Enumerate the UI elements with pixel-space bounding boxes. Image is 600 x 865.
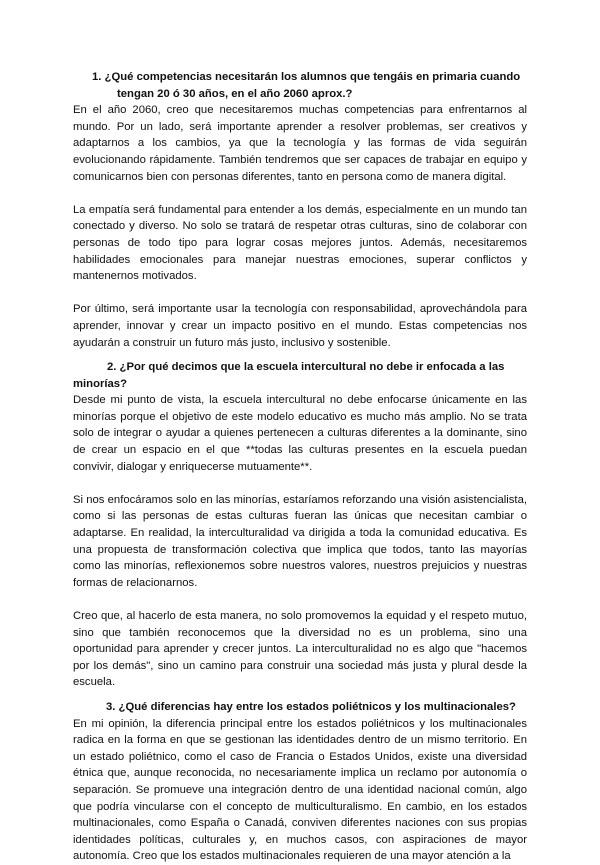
question-3-heading: 3. ¿Qué diferencias hay entre los estados poliétnicos y los multinacionales?	[106, 700, 516, 713]
question-2-paragraph-3: Creo que, al hacerlo de esta manera, no solo promovemos la equidad y el respeto mutuo, sino que también reconocemos que la diversidad no es un problema, sino una oportunidad para aprender y crecer juntos. La interculturalidad no es algo que "hacemos por los demás", sino un camino para construir una sociedad más justa y plural desde la escuela.	[73, 610, 527, 689]
question-2-paragraph-1: Desde mi punto de vista, la escuela intercultural no debe enfocarse únicamente en las minorías porque el objetivo de este modelo educativo es mucho más amplio. No se trata solo de integrar o ayudar a quienes pertenecen a culturas diferentes a la dominante, sino de crear un espacio en el que **todas las culturas presentes en la escuela puedan convivir, dialogar y enriquecerse mutuamente**.	[73, 394, 527, 473]
question-2-heading: 2. ¿Por qué decimos que la escuela intercultural no debe ir enfocada a las minorías?	[73, 361, 505, 390]
question-2-paragraph-2: Si nos enfocáramos solo en las minorías, estaríamos reforzando una visión asistencialista, como si las personas de estas culturas fueran las únicas que necesitan cambiar o adaptarse. En realidad, la interculturalidad va dirigida a toda la comunidad educativa. Es una propuesta de transformación colectiva que implica que todos, tanto las mayorías como las minorías, reflexionemos sobre nuestros valores, nuestros prejuicios y nuestras formas de relacionarnos.	[73, 493, 527, 589]
question-3-paragraph-1: En mi opinión, la diferencia principal entre los estados poliétnicos y los multinacionales radica en la forma en que se gestionan las identidades dentro de un mismo territorio. En un estado poliétnico, como el caso de Francia o Estados Unidos, existe una diversidad étnica que, aunque reconocida, no necesariamente implica un reclamo por autonomía o separación. Se promueve una integración dentro de una identidad nacional común, algo que podría vincularse con el concepto de multiculturalismo. En cambio, en los estados multinacionales, como España o Canadá, conviven diferentes naciones con sus propias identidades políticas, culturales y, en muchos casos, con aspiraciones de mayor autonomía. Creo que los estados multinacionales requieren de una mayor atención a la	[73, 717, 527, 863]
question-1-heading: 1. ¿Qué competencias necesitarán los alumnos que tengáis en primaria cuando tengan 20 ó 30 años, en el año 2060 aprox.?	[92, 71, 521, 100]
document-body	[73, 69, 527, 865]
question-1-paragraph-1: En el año 2060, creo que necesitaremos muchas competencias para enfrentarnos al mundo. Por un lado, será importante aprender a resolver problemas, ser creativos y adaptarnos a los cambios, ya que la tecnología y las formas de vida seguirán evolucionando rápidamente. También tendremos que ser capaces de trabajar en equipo y comunicarnos bien con personas diferentes, tanto en persona como de manera digital.	[73, 104, 527, 183]
question-1-paragraph-3: Por último, será importante usar la tecnología con responsabilidad, aprovechándola para aprender, innovar y crear un impacto positivo en el mundo. Estas competencias nos ayudarán a construir un futuro más justo, inclusivo y sostenible.	[73, 303, 527, 349]
question-1-paragraph-2: La empatía será fundamental para entender a los demás, especialmente en un mundo tan conectado y diverso. No solo se tratará de respetar otras culturas, sino de colaborar con personas de todo tipo para lograr cosas mejores juntos. Además, necesitaremos habilidades emocionales para manejar nuestras emociones, superar conflictos y mantenernos motivados.	[73, 203, 527, 283]
